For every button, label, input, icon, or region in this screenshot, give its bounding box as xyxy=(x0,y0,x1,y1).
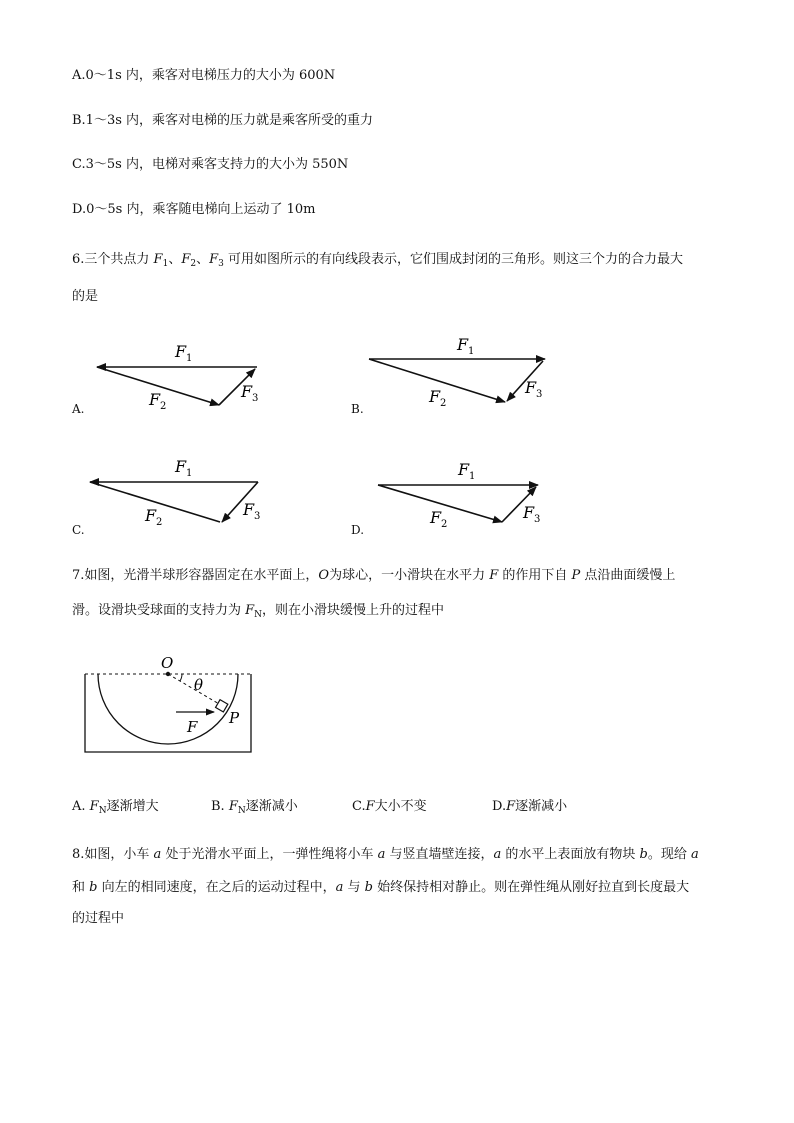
label-f2-sub: 2 xyxy=(440,398,447,409)
label-f1: F xyxy=(175,457,187,476)
q7-option-d: D.F逐渐减小 xyxy=(492,799,568,814)
q7-stem-line1: 7.如图，光滑半球形容器固定在水平面上，O为球心，一小滑块在水平力 F 的作用下自 P 点沿曲面缓慢上 xyxy=(72,568,676,583)
q5-option-a: A.0～1s 内，乘客对电梯压力的大小为 600N xyxy=(72,68,336,83)
q6-stem-line1: 6.三个共点力 $F_1$、$F_2$、$F_3$ 可用如图所示的有向线段表示，它们围成封闭的三角形。则这三个力的合力最大 xyxy=(72,252,684,269)
label-f3-sub: 3 xyxy=(534,514,541,525)
label-f3-sub: 3 xyxy=(252,393,259,404)
q6-stem-line2: 的是 xyxy=(72,289,99,304)
q5-option-b: B.1～3s 内，乘客对电梯的压力就是乘客所受的重力 xyxy=(72,113,374,128)
label-f3: F xyxy=(243,500,255,519)
label-theta: θ xyxy=(194,676,204,694)
q6-option-d-label: D. xyxy=(351,523,365,537)
q8-stem-line2: 和 b 向左的相同速度，在之后的运动过程中，a 与 b 始终保持相对静止。则在弹性绳从刚好拉直到长度最大 xyxy=(72,880,690,895)
slider-block xyxy=(216,700,228,712)
q7-stem-line2: 滑。设滑块受球面的支持力为 $F_N$，则在小滑块缓慢上升的过程中 xyxy=(72,603,445,620)
q6-option-a-label: A. xyxy=(72,402,85,416)
label-f2: F xyxy=(149,390,161,409)
label-f2-sub: 2 xyxy=(441,519,448,530)
label-f3: F xyxy=(525,378,537,397)
q6-figure-c xyxy=(85,455,275,535)
q5-option-c: C.3～5s 内，电梯对乘客支持力的大小为 550N xyxy=(72,157,349,172)
label-f3: F xyxy=(241,382,253,401)
label-f1: F xyxy=(457,335,469,354)
q7-option-b: B. $F_N$逐渐减小 xyxy=(211,799,298,816)
q7-option-a: A. $F_N$逐渐增大 xyxy=(72,799,159,816)
label-f1: F xyxy=(175,342,187,361)
label-f3-sub: 3 xyxy=(536,389,543,400)
theta-arc xyxy=(180,674,182,681)
label-f2-sub: 2 xyxy=(156,517,163,528)
label-f1-sub: 1 xyxy=(468,346,475,357)
q8-stem-line1: 8.如图，小车 a 处于光滑水平面上，一弹性绳将小车 a 与竖直墙壁连接，a 的水平上表面放有物块 b。现给 a xyxy=(72,847,699,862)
label-f1: F xyxy=(458,460,470,479)
label-f2: F xyxy=(145,506,157,525)
label-f3: F xyxy=(523,503,535,522)
q6-option-c-label: C. xyxy=(72,523,85,537)
label-f1-sub: 1 xyxy=(186,468,193,479)
label-p: P xyxy=(229,709,240,727)
label-f2: F xyxy=(430,508,442,527)
label-f1-sub: 1 xyxy=(469,471,476,482)
label-f2-sub: 2 xyxy=(160,401,167,412)
label-o: O xyxy=(161,654,174,672)
q8-stem-line3: 的过程中 xyxy=(72,911,125,926)
label-f1-sub: 1 xyxy=(186,353,193,364)
q7-option-c: C.F大小不变 xyxy=(352,799,427,814)
q6-figure-a xyxy=(85,335,275,415)
q6-figure-b xyxy=(365,330,565,415)
q5-option-d: D.0～5s 内，乘客随电梯向上运动了 10m xyxy=(72,202,316,217)
q6-figure-d xyxy=(370,455,560,535)
label-f2: F xyxy=(429,387,441,406)
label-f: F xyxy=(187,718,198,736)
label-f3-sub: 3 xyxy=(254,511,261,522)
q6-option-b-label: B. xyxy=(351,402,364,416)
q7-figure-hemisphere xyxy=(80,650,260,760)
